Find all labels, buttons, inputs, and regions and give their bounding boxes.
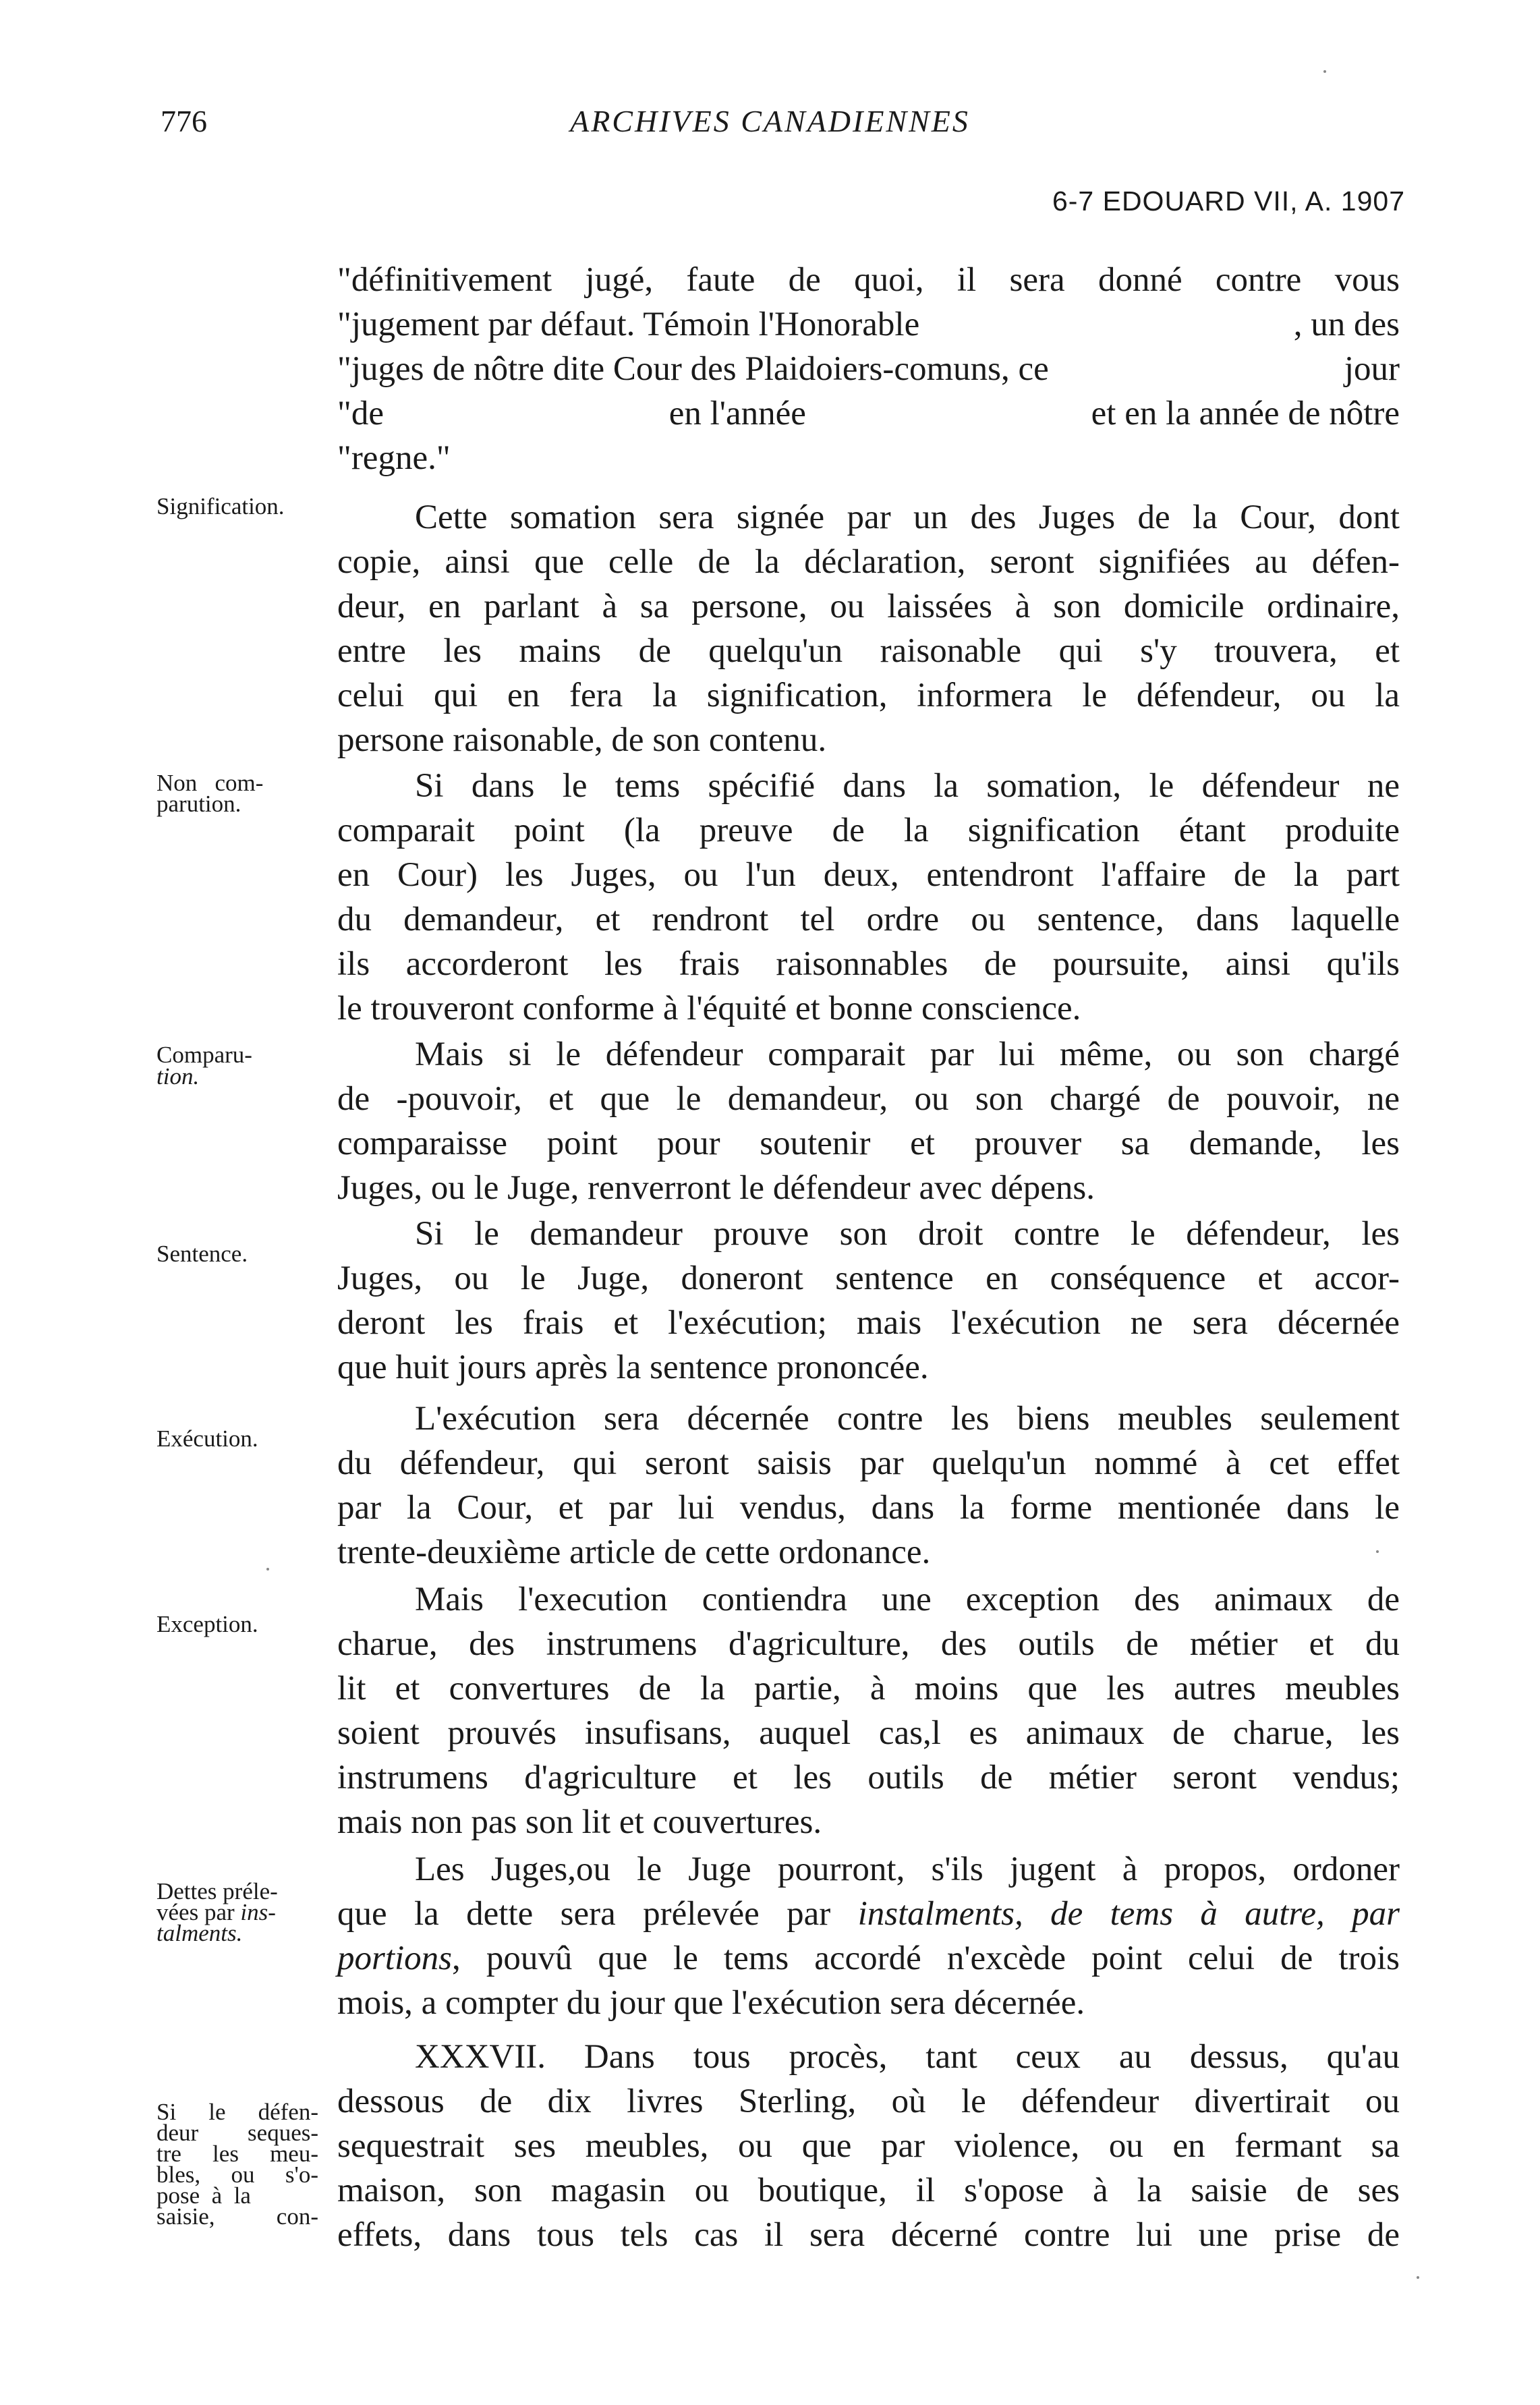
scan-speck <box>1376 1550 1379 1553</box>
page-number: 776 <box>161 104 207 138</box>
quote-line <box>337 391 1400 436</box>
paragraph-line: de -pouvoir, et que le demandeur, ou son chargé de pouvoir, ne <box>337 1080 1400 1118</box>
paragraph-line: lit et convertures de la partie, à moins que les autres meubles <box>337 1670 1400 1707</box>
paragraph-line: persone raisonable, de son contenu. <box>337 721 827 759</box>
paragraph-line: Juges, ou le Juge, renverront le défendeur avec dépens. <box>337 1169 1095 1207</box>
margin-note-exception: Exception. <box>156 1611 258 1637</box>
quote-text: "de <box>337 395 384 432</box>
paragraph-text: que la dette sera prélevée par <box>337 1895 858 1933</box>
paragraph-line <box>337 1892 1400 1936</box>
paragraph-line: trente-deuxième article de cette ordonance. <box>337 1533 931 1571</box>
paragraph-line: mais non pas son lit et couvertures. <box>337 1803 822 1841</box>
paragraph-line: soient prouvés insufisans, auquel cas,l es animaux de charue, les <box>337 1714 1400 1752</box>
margin-note-signification: Signification. <box>156 493 285 519</box>
paragraph-line: du demandeur, et rendront tel ordre ou sentence, dans laquelle <box>337 901 1400 938</box>
paragraph-line: celui qui en fera la signification, informera le défendeur, ou la <box>337 677 1400 714</box>
paragraph-line: XXXVII. Dans tous procès, tant ceux au dessus, qu'au <box>415 2038 1400 2076</box>
margin-text-italic: ins- <box>240 1899 276 1925</box>
paragraph-line: Mais si le défendeur comparait par lui même, ou son chargé <box>415 1036 1400 1073</box>
paragraph-line: le trouveront conforme à l'équité et bonne conscience. <box>337 990 1081 1027</box>
quote-line <box>337 302 1400 347</box>
paragraph-line <box>337 1936 1400 1981</box>
margin-note-comparution: tion. <box>156 1063 200 1090</box>
paragraph-line: comparaisse point pour soutenir et prouver sa demande, les <box>337 1125 1400 1162</box>
paragraph-line: mois, a compter du jour que l'exécution sera décernée. <box>337 1984 1085 2022</box>
quote-text: "jugement par défaut. Témoin l'Honorable <box>337 306 920 343</box>
paragraph-line: Les Juges,ou le Juge pourront, s'ils jugent à propos, ordoner <box>415 1850 1400 1888</box>
margin-note-non-comparution: parution. <box>156 791 241 817</box>
paragraph-line: du défendeur, qui seront saisis par quelqu'un nommé à cet effet <box>337 1444 1400 1482</box>
quote-text: jour <box>1344 350 1400 388</box>
quote-line: "définitivement jugé, faute de quoi, il sera donné contre vous <box>337 261 1400 299</box>
paragraph-line: maison, son magasin ou boutique, il s'opose à la saisie de ses <box>337 2172 1400 2209</box>
paragraph-line: par la Cour, et par lui vendus, dans la forme mentionée dans le <box>337 1489 1400 1527</box>
margin-note-execution: Exécution. <box>156 1425 258 1452</box>
quote-text: et en la année de nôtre <box>1091 395 1400 432</box>
paragraph-line: que huit jours après la sentence prononcée. <box>337 1349 929 1386</box>
paragraph-line: Juges, ou le Juge, doneront sentence en conséquence et accor- <box>337 1260 1400 1297</box>
paragraph-line: charue, des instrumens d'agriculture, des outils de métier et du <box>337 1625 1400 1663</box>
paragraph-line: Si dans le tems spécifié dans la somation, le défendeur ne <box>415 767 1400 805</box>
quote-text: en l'année <box>668 395 806 432</box>
margin-note-non-comparution: Non com- <box>156 770 264 796</box>
margin-note-comparution: Comparu- <box>156 1042 252 1068</box>
scan-speck <box>266 1568 269 1571</box>
margin-note-si-le-defendeur: tre les meu- <box>156 2141 318 2167</box>
paragraph-line: deur, en parlant à sa persone, ou laissées à son domicile ordinaire, <box>337 588 1400 625</box>
paragraph-line: entre les mains de quelqu'un raisonable qui s'y trouvera, et <box>337 632 1400 670</box>
paragraph-line: sequestrait ses meubles, ou que par violence, ou en fermant sa <box>337 2127 1400 2165</box>
paragraph-line: Mais l'execution contiendra une exception des animaux de <box>415 1581 1400 1618</box>
paragraph-text-italic: portions <box>337 1940 453 1977</box>
margin-note-sentence: Sentence. <box>156 1241 248 1267</box>
paragraph-line: ils accorderont les frais raisonnables de poursuite, ainsi qu'ils <box>337 945 1400 983</box>
paragraph-line: en Cour) les Juges, ou l'un deux, entendront l'affaire de la part <box>337 856 1400 894</box>
paragraph-line: deront les frais et l'exécution; mais l'exécution ne sera décernée <box>337 1304 1400 1342</box>
paragraph-line: effets, dans tous tels cas il sera décerné contre lui une prise de <box>337 2216 1400 2254</box>
margin-text: vées par <box>156 1899 241 1925</box>
paragraph-text-italic: instalments, de tems à autre, par <box>857 1895 1400 1933</box>
paragraph-line: Si le demandeur prouve son droit contre le défendeur, les <box>415 1215 1400 1253</box>
paragraph-line: copie, ainsi que celle de la déclaration, seront signifiées au défen- <box>337 543 1400 581</box>
margin-note-dettes: talments. <box>156 1920 243 1946</box>
quote-text: , un des <box>1293 306 1400 343</box>
margin-note-si-le-defendeur: Si le défen- <box>156 2099 318 2125</box>
quote-line <box>337 347 1400 391</box>
running-title: ARCHIVES CANADIENNES <box>570 104 970 138</box>
quote-line: "regne." <box>337 439 451 477</box>
paragraph-text: , pouvû que le tems accordé n'excède point celui de trois <box>452 1940 1400 1977</box>
margin-note-si-le-defendeur: pose à la <box>156 2182 251 2209</box>
paragraph-line: dessous de dix livres Sterling, où le défendeur divertirait ou <box>337 2083 1400 2120</box>
margin-note-si-le-defendeur: deur seques- <box>156 2120 318 2146</box>
paragraph-line: comparait point (la preuve de la signification étant produite <box>337 812 1400 849</box>
paragraph-line: instrumens d'agriculture et les outils de métier seront vendus; <box>337 1759 1400 1796</box>
paragraph-line: Cette somation sera signée par un des Juges de la Cour, dont <box>415 499 1400 536</box>
paragraph-line: L'exécution sera décernée contre les biens meubles seulement <box>415 1400 1400 1438</box>
margin-note-si-le-defendeur: bles, ou s'o- <box>156 2161 318 2188</box>
session-reference: 6-7 EDOUARD VII, A. 1907 <box>1052 186 1405 217</box>
margin-note-si-le-defendeur: saisie, con- <box>156 2203 318 2230</box>
quote-text: "juges de nôtre dite Cour des Plaidoiers-comuns, ce <box>337 350 1049 388</box>
margin-note-dettes: Dettes préle- <box>156 1878 278 1904</box>
scan-speck <box>1323 70 1326 73</box>
scan-speck <box>1417 2276 1419 2279</box>
